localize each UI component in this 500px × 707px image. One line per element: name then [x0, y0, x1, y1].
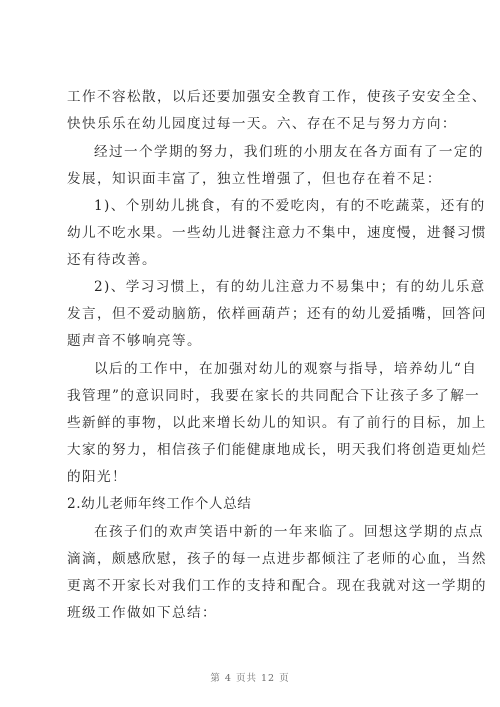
text-line: 经过一个学期的努力，我们班的小朋友在各方面有了一定的	[94, 144, 484, 160]
text-line: 些新鲜的事物，以此来增长幼儿的知识。有了前行的目标，加上	[67, 415, 487, 431]
text-line: 发展，知识面丰富了，独立性增强了，但也存在着不足：	[67, 171, 442, 187]
text-line: 1)、个别幼儿挑食，有的不爱吃肉，有的不吃蔬菜，还有的	[94, 198, 486, 214]
text-line: 滴滴，颇感欣慰，孩子的每一点进步都倾注了老师的心血，当然	[67, 551, 487, 567]
text-line: 快快乐乐在幼儿园度过每一天。六、存在不足与努力方向：	[67, 116, 457, 132]
text-line: 工作不容松散，以后还要加强安全教育工作，使孩子安安全全、	[67, 89, 487, 105]
text-line: 大家的努力，相信孩子们能健康地成长，明天我们将创造更灿烂	[67, 442, 487, 458]
text-line: 发言，但不爱动脑筋，依样画葫芦；还有的幼儿爱插嘴，回答问	[67, 306, 487, 322]
text-line: 在孩子们的欢声笑语中新的一年来临了。回想这学期的点点	[94, 524, 484, 540]
page-number: 第 4 页共 12 页	[210, 673, 290, 684]
text-line: 幼儿不吃水果。一些幼儿进餐注意力不集中，速度慢，进餐习惯	[67, 225, 487, 241]
text-line: 2)、学习习惯上，有的幼儿注意力不易集中；有的幼儿乐意	[94, 279, 486, 295]
text-line: 的阳光！	[67, 469, 127, 485]
text-line: 班级工作做如下总结：	[67, 605, 217, 621]
section-heading: 2.幼儿老师年终工作个人总结	[67, 496, 252, 512]
text-line: 以后的工作中，在加强对幼儿的观察与指导，培养幼儿“自	[94, 361, 478, 377]
text-line: 还有待改善。	[67, 252, 157, 268]
text-line: 更离不开家长对我们工作的支持和配合。现在我就对这一学期的	[67, 578, 487, 594]
text-line: 题声音不够响亮等。	[67, 333, 202, 349]
text-line: 我管理”的意识同时，我要在家长的共同配合下让孩子多了解一	[67, 388, 481, 404]
